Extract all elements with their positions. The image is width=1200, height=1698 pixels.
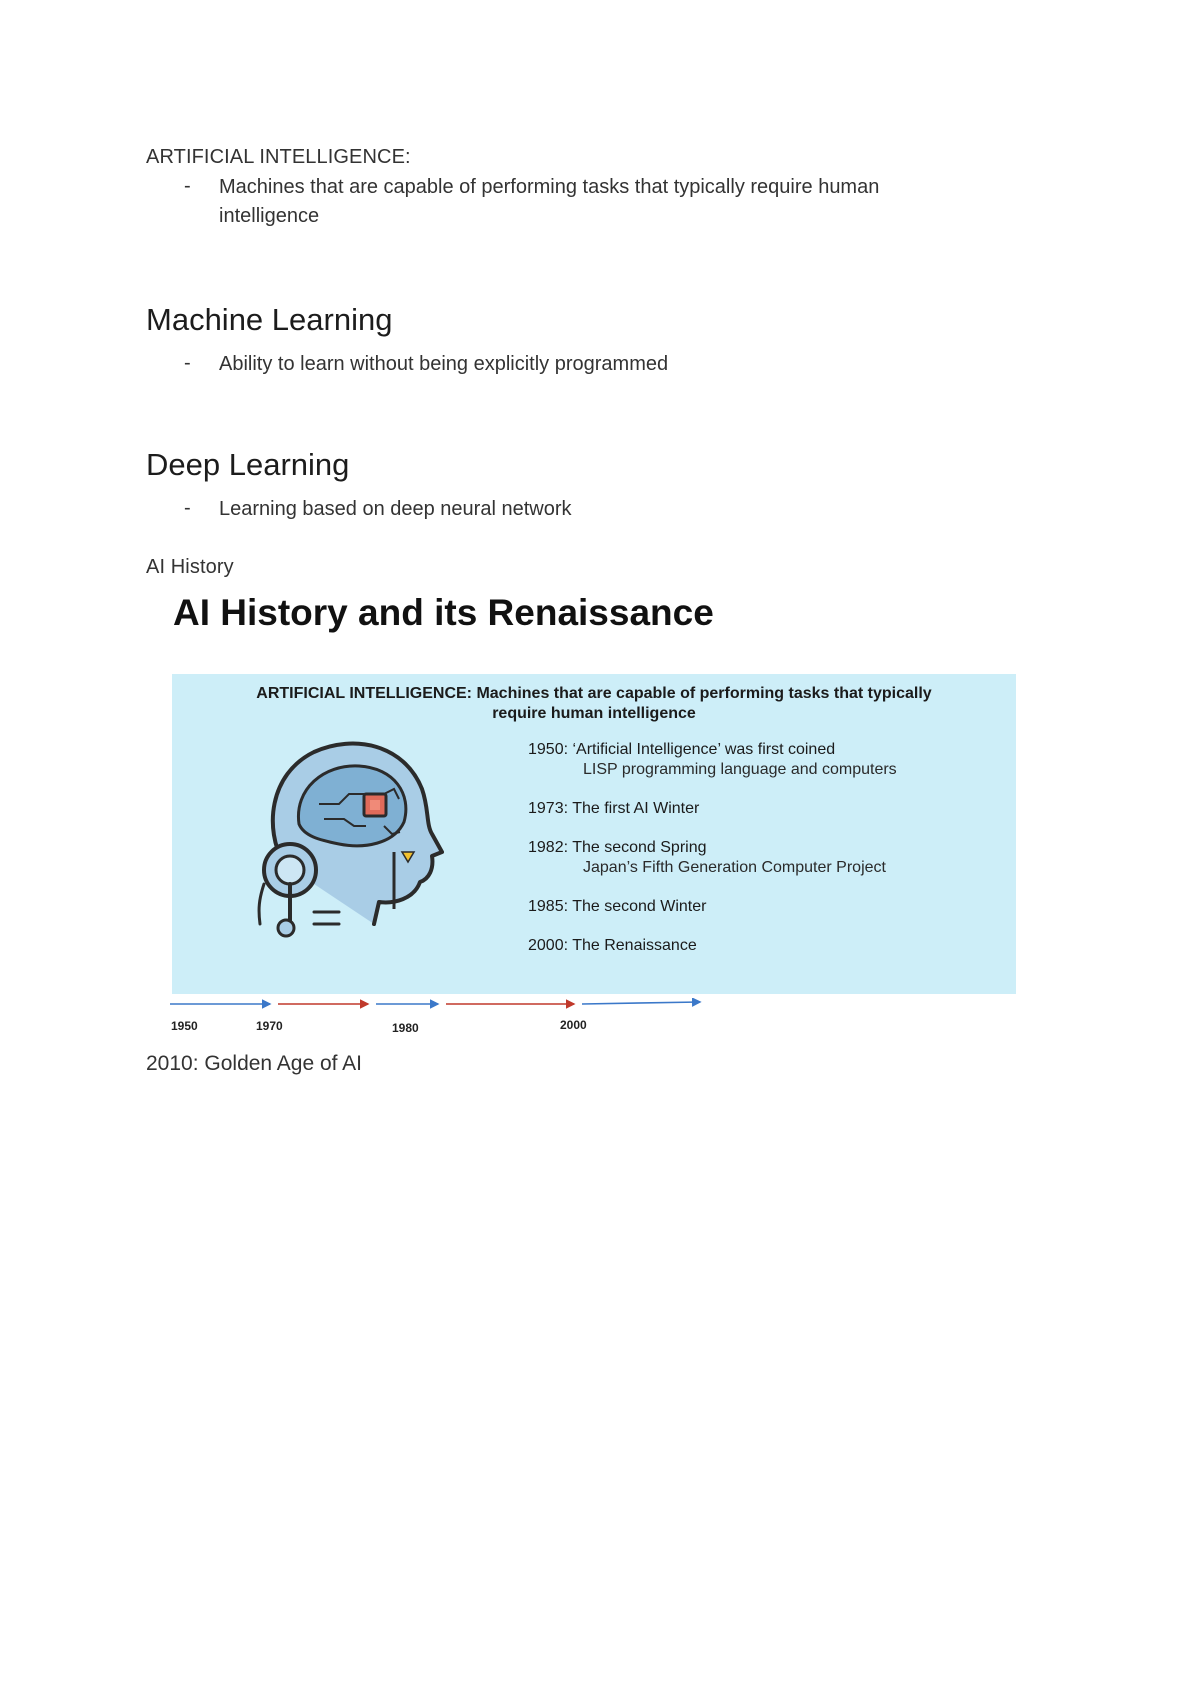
ai-bullet-dash: -	[184, 175, 191, 197]
timeline-item-main: 1985: The second Winter	[528, 898, 707, 915]
timeline-item-main: 2000: The Renaissance	[528, 937, 697, 954]
timeline-item-main: 1950: ‘Artificial Intelligence’ was first coined	[528, 741, 836, 758]
timeline-item	[528, 740, 897, 778]
ml-heading: Machine Learning	[146, 302, 393, 337]
panel-heading	[172, 684, 1016, 724]
dl-bullet-text: Learning based on deep neural network	[219, 498, 572, 520]
figure-panel	[172, 674, 1016, 994]
timeline-item-main: 1982: The second Spring	[528, 839, 707, 856]
timeline-item	[528, 897, 706, 917]
timeline-item-sub: Japan’s Fifth Generation Computer Project	[583, 859, 886, 876]
timeline-item	[528, 936, 697, 956]
timeline-item	[528, 838, 886, 876]
golden-age-caption: 2010: Golden Age of AI	[146, 1052, 363, 1075]
axis-label-1980: 1980	[392, 1021, 419, 1035]
axis-label-2000: 2000	[560, 1018, 587, 1032]
timeline-axis	[170, 998, 710, 1012]
ai-bullet-text: Machines that are capable of performing tasks that typically require human intelligence	[219, 176, 880, 227]
timeline-item	[528, 799, 699, 819]
ai-history-figure	[170, 588, 1020, 1048]
history-label: AI History	[146, 556, 234, 578]
timeline-item-main: 1973: The first AI Winter	[528, 800, 700, 817]
panel-heading-line2: require human intelligence	[492, 705, 696, 722]
renaissance-arrow	[582, 1002, 700, 1004]
dl-heading: Deep Learning	[146, 447, 350, 482]
robot-head-with-chip-icon	[244, 734, 444, 944]
timeline-item-sub: LISP programming language and computers	[583, 761, 897, 778]
ai-label: ARTIFICIAL INTELLIGENCE:	[146, 146, 411, 168]
ml-bullet-dash: -	[184, 352, 191, 374]
panel-heading-line1: ARTIFICIAL INTELLIGENCE: Machines that are capable of performing tasks that typically	[256, 685, 932, 702]
dl-bullet-dash: -	[184, 497, 191, 519]
ml-bullet-text: Ability to learn without being explicitly programmed	[219, 353, 669, 375]
axis-label-1970: 1970	[256, 1019, 283, 1033]
axis-label-1950: 1950	[171, 1019, 198, 1033]
figure-title: AI History and its Renaissance	[173, 592, 714, 633]
